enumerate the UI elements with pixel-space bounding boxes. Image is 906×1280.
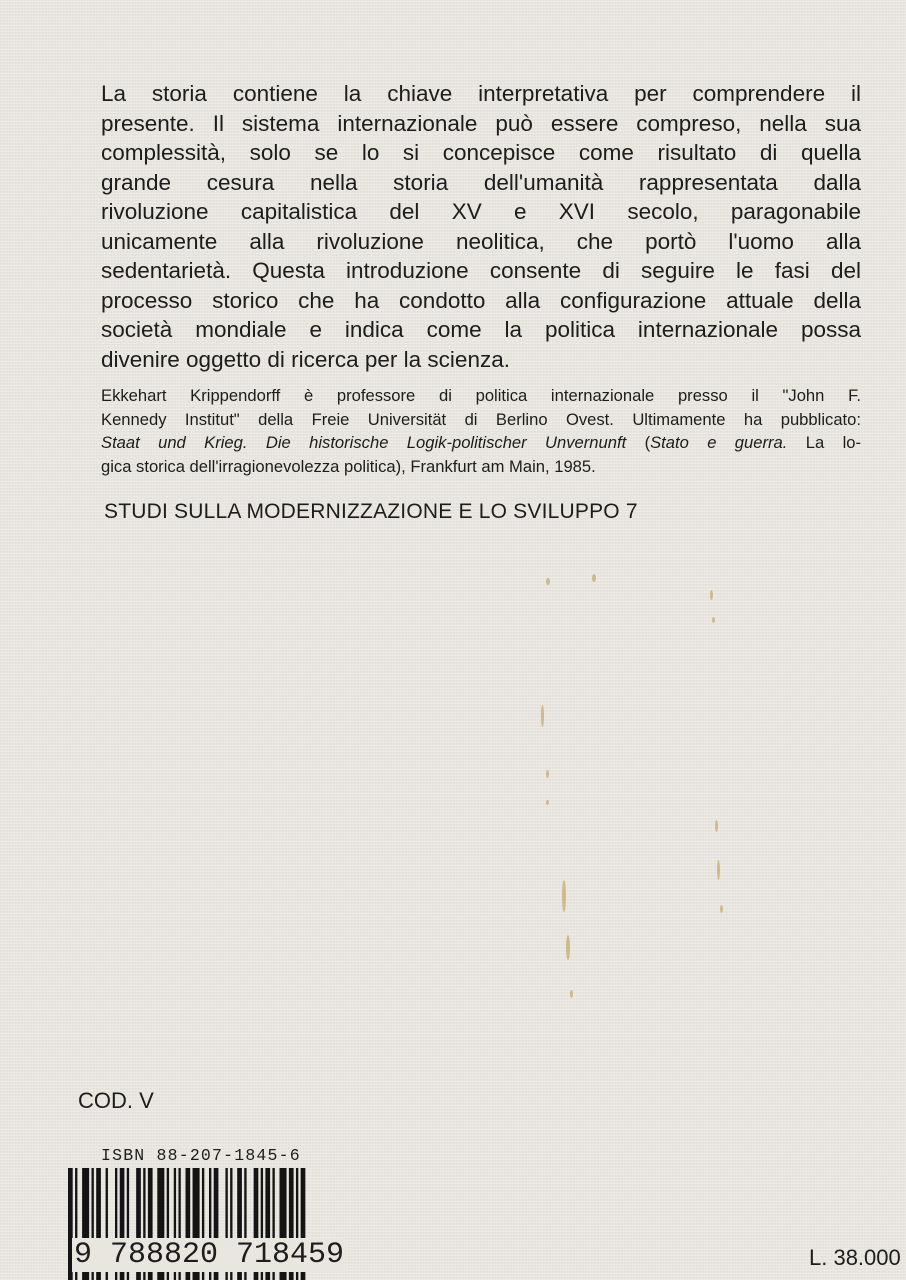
paren-open: ( (626, 433, 651, 452)
blurb-line: divenire oggetto di ricerca per la scienza. (101, 346, 510, 372)
price-label: L. 38.000 (809, 1245, 901, 1270)
blurb-line: sedentarietà. Questa introduzione consente di seguire le fasi del (101, 258, 861, 283)
blurb-line: La storia contiene la chiave interpretativa per comprendere il (101, 81, 861, 106)
series-title: STUDI SULLA MODERNIZZAZIONE E LO SVILUPPO 7 (104, 500, 638, 523)
blurb-paragraph (101, 79, 861, 374)
blurb-line: complessità, solo se lo si concepisce come risultato di quella (101, 140, 861, 165)
blurb-line: grande cesura nella storia dell'umanità rappresentata dalla (101, 169, 861, 195)
author-bio-line-4: gica storica dell'irragionevolezza politica), Frankfurt am Main, 1985. (101, 456, 596, 476)
blurb-line: società mondiale e indica come la politica internazionale possa (101, 317, 861, 342)
barcode-digits: 9 788820 718459 (74, 1238, 345, 1272)
author-bio-line-3-rest: La lo- (787, 433, 862, 452)
isbn-number: ISBN 88-207-1845-6 (101, 1146, 301, 1165)
author-bio-line-1: Ekkehart Krippendorff è professore di politica internazionale presso il "John F. (101, 386, 861, 405)
author-bio-line-2: Kennedy Institut" della Freie Universität di Berlino Ovest. Ultimamente ha pubblicato: (101, 409, 861, 429)
author-bio-line-3 (101, 431, 861, 455)
author-bio (101, 384, 861, 478)
book-title-italian: Stato e guerra. (650, 433, 788, 452)
blurb-line: rivoluzione capitalistica del XV e XVI secolo, paragonabile (101, 199, 861, 224)
blurb-line: unicamente alla rivoluzione neolitica, che portò l'uomo alla (101, 228, 861, 254)
blurb-line: processo storico che ha condotto alla configurazione attuale della (101, 287, 861, 313)
code-label: COD. V (78, 1088, 154, 1113)
book-title-german: Staat und Krieg. Die historische Logik-politischer Unvernunft (101, 433, 627, 452)
blurb-line: presente. Il sistema internazionale può essere compreso, nella sua (101, 110, 861, 136)
